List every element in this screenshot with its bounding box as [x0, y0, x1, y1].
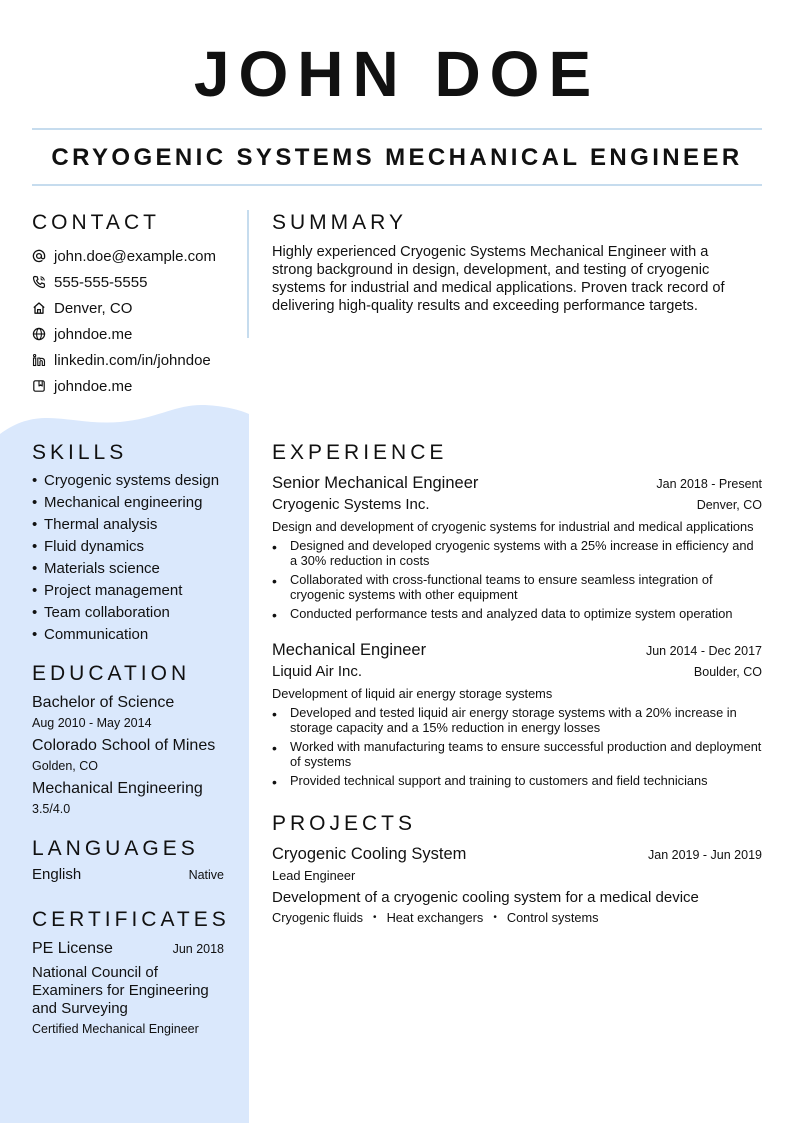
project-tag: Cryogenic fluids [272, 910, 364, 925]
contact-location [32, 295, 216, 321]
skill-text: Cryogenic systems design [44, 472, 220, 489]
job-location: Boulder, CO [693, 665, 762, 679]
job-dates: Jan 2018 - Present [656, 477, 762, 491]
education-location: Golden, CO [32, 759, 99, 773]
job-bullets [272, 705, 762, 790]
contact-heading: CONTACT [32, 211, 160, 234]
bullet-icon: • [272, 706, 277, 722]
globe-icon [32, 327, 46, 341]
certificates-heading: CERTIFICATES [32, 908, 230, 931]
at-icon [32, 249, 46, 263]
experience-heading: EXPERIENCE [272, 441, 448, 464]
job-bullet-text: Conducted performance tests and analyzed data to optimize system operation [290, 606, 733, 621]
separator-dot-icon: • [373, 912, 377, 923]
bullet-icon: • [32, 604, 38, 621]
contact-website-text: johndoe.me [54, 325, 133, 343]
skill-item [32, 558, 219, 580]
projects-heading: PROJECTS [272, 812, 417, 835]
project-description: Development of a cryogenic cooling system for a medical device [272, 889, 699, 906]
job-role: Senior Mechanical Engineer [272, 474, 479, 492]
job-company: Cryogenic Systems Inc. [272, 496, 430, 513]
skill-item [32, 536, 219, 558]
education-field: Mechanical Engineering [32, 780, 203, 797]
skill-item [32, 470, 219, 492]
bookmark-icon [32, 379, 46, 393]
certificate-description: Certified Mechanical Engineer [32, 1022, 199, 1036]
home-icon [32, 301, 46, 315]
job-bullet [272, 572, 762, 602]
skills-list [32, 470, 219, 646]
job-dates: Jun 2014 - Dec 2017 [645, 644, 762, 658]
certificate-issuer: National Council of Examiners for Engineering and Surveying [32, 964, 209, 1017]
summary-text: Highly experienced Cryogenic Systems Mechanical Engineer with a strong background in design, development, and testing of cryogenic systems for industrial and medical applications. Proven track record of delivering high-quality results and exceeding performance targets. [272, 244, 725, 314]
education-school: Colorado School of Mines [32, 737, 216, 754]
contact-linkedin-text: linkedin.com/in/johndoe [54, 351, 211, 369]
contact-phone[interactable] [32, 269, 216, 295]
skills-heading: SKILLS [32, 441, 128, 464]
contact-website[interactable] [32, 321, 216, 347]
project-entry [272, 843, 762, 927]
education-gpa: 3.5/4.0 [32, 802, 71, 816]
project-tags [272, 909, 762, 927]
summary-heading: SUMMARY [272, 211, 407, 234]
bullet-icon: • [32, 494, 38, 511]
job-bullet [272, 773, 762, 790]
project-dates: Jan 2019 - Jun 2019 [648, 848, 762, 862]
language-name: English [32, 866, 82, 883]
project-role: Lead Engineer [272, 868, 356, 883]
linkedin-icon [32, 353, 46, 367]
job-company: Liquid Air Inc. [272, 663, 363, 680]
bullet-icon: • [32, 538, 38, 555]
bullet-icon: • [32, 516, 38, 533]
job-bullet-text: Worked with manufacturing teams to ensure successful production and deployment of systems [290, 739, 762, 769]
job-entry [272, 472, 762, 627]
contact-email-text: john.doe@example.com [54, 247, 216, 265]
job-bullet [272, 606, 762, 623]
bullet-icon: • [32, 560, 38, 577]
job-bullet-text: Provided technical support and training to customers and field technicians [290, 773, 708, 788]
certificate-name: PE License [32, 940, 113, 957]
job-entry [272, 639, 762, 794]
education-dates: Aug 2010 - May 2014 [32, 716, 152, 730]
skill-item [32, 492, 219, 514]
contact-email[interactable] [32, 243, 216, 269]
job-bullet-text: Collaborated with cross-functional teams to ensure seamless integration of cryogenic systems with other equipment [290, 572, 713, 602]
contact-linkedin[interactable] [32, 347, 216, 373]
bullet-icon: • [32, 472, 38, 489]
bullet-icon: • [272, 774, 277, 790]
contact-phone-text: 555-555-5555 [54, 273, 148, 291]
education-degree: Bachelor of Science [32, 694, 175, 711]
header-bottom-rule [32, 184, 762, 186]
skill-text: Thermal analysis [44, 516, 158, 533]
language-level: Native [188, 868, 224, 882]
job-bullet-text: Designed and developed cryogenic systems with a 25% increase in efficiency and a 30% reduction in costs [290, 538, 754, 568]
education-heading: EDUCATION [32, 662, 191, 685]
bullet-icon: • [272, 573, 277, 589]
bullet-icon: • [272, 539, 277, 555]
skill-item [32, 514, 219, 536]
certificate-entry [32, 938, 224, 1038]
skill-text: Communication [44, 626, 149, 643]
job-location: Denver, CO [696, 498, 762, 512]
candidate-name: JOHN DOE [193, 38, 601, 110]
skill-text: Project management [44, 582, 183, 599]
contact-portfolio-text: johndoe.me [54, 377, 133, 395]
contact-location-text: Denver, CO [54, 299, 133, 317]
skill-text: Materials science [44, 560, 160, 577]
job-description: Development of liquid air energy storage systems [272, 686, 553, 701]
bullet-icon: • [272, 607, 277, 623]
header-top-rule [32, 128, 762, 130]
job-bullets [272, 538, 762, 623]
skill-item [32, 624, 219, 646]
bullet-icon: • [32, 626, 38, 643]
skill-text: Mechanical engineering [44, 494, 203, 511]
contact-portfolio[interactable] [32, 373, 216, 399]
job-bullet-text: Developed and tested liquid air energy storage systems with a 20% increase in storage capacity and a 15% reduction in energy losses [290, 705, 737, 735]
languages-heading: LANGUAGES [32, 837, 199, 860]
education-entry [32, 692, 232, 818]
skill-text: Fluid dynamics [44, 538, 145, 555]
language-item [32, 866, 224, 883]
job-role: Mechanical Engineer [272, 641, 427, 659]
bullet-icon: • [32, 582, 38, 599]
job-description: Design and development of cryogenic systems for industrial and medical applications [272, 519, 754, 534]
skill-item [32, 580, 219, 602]
project-tag: Heat exchangers [386, 910, 484, 925]
job-bullet [272, 739, 762, 769]
job-title: CRYOGENIC SYSTEMS MECHANICAL ENGINEER [51, 144, 743, 171]
separator-dot-icon: • [493, 912, 497, 923]
skill-item [32, 602, 219, 624]
contact-list [32, 243, 216, 399]
job-bullet [272, 705, 762, 735]
job-bullet [272, 538, 762, 568]
phone-icon [32, 275, 46, 289]
column-divider [247, 210, 249, 338]
certificate-date: Jun 2018 [172, 942, 224, 956]
skill-text: Team collaboration [44, 604, 170, 621]
bullet-icon: • [272, 740, 277, 756]
project-tag: Control systems [506, 910, 599, 925]
project-name: Cryogenic Cooling System [272, 845, 467, 863]
